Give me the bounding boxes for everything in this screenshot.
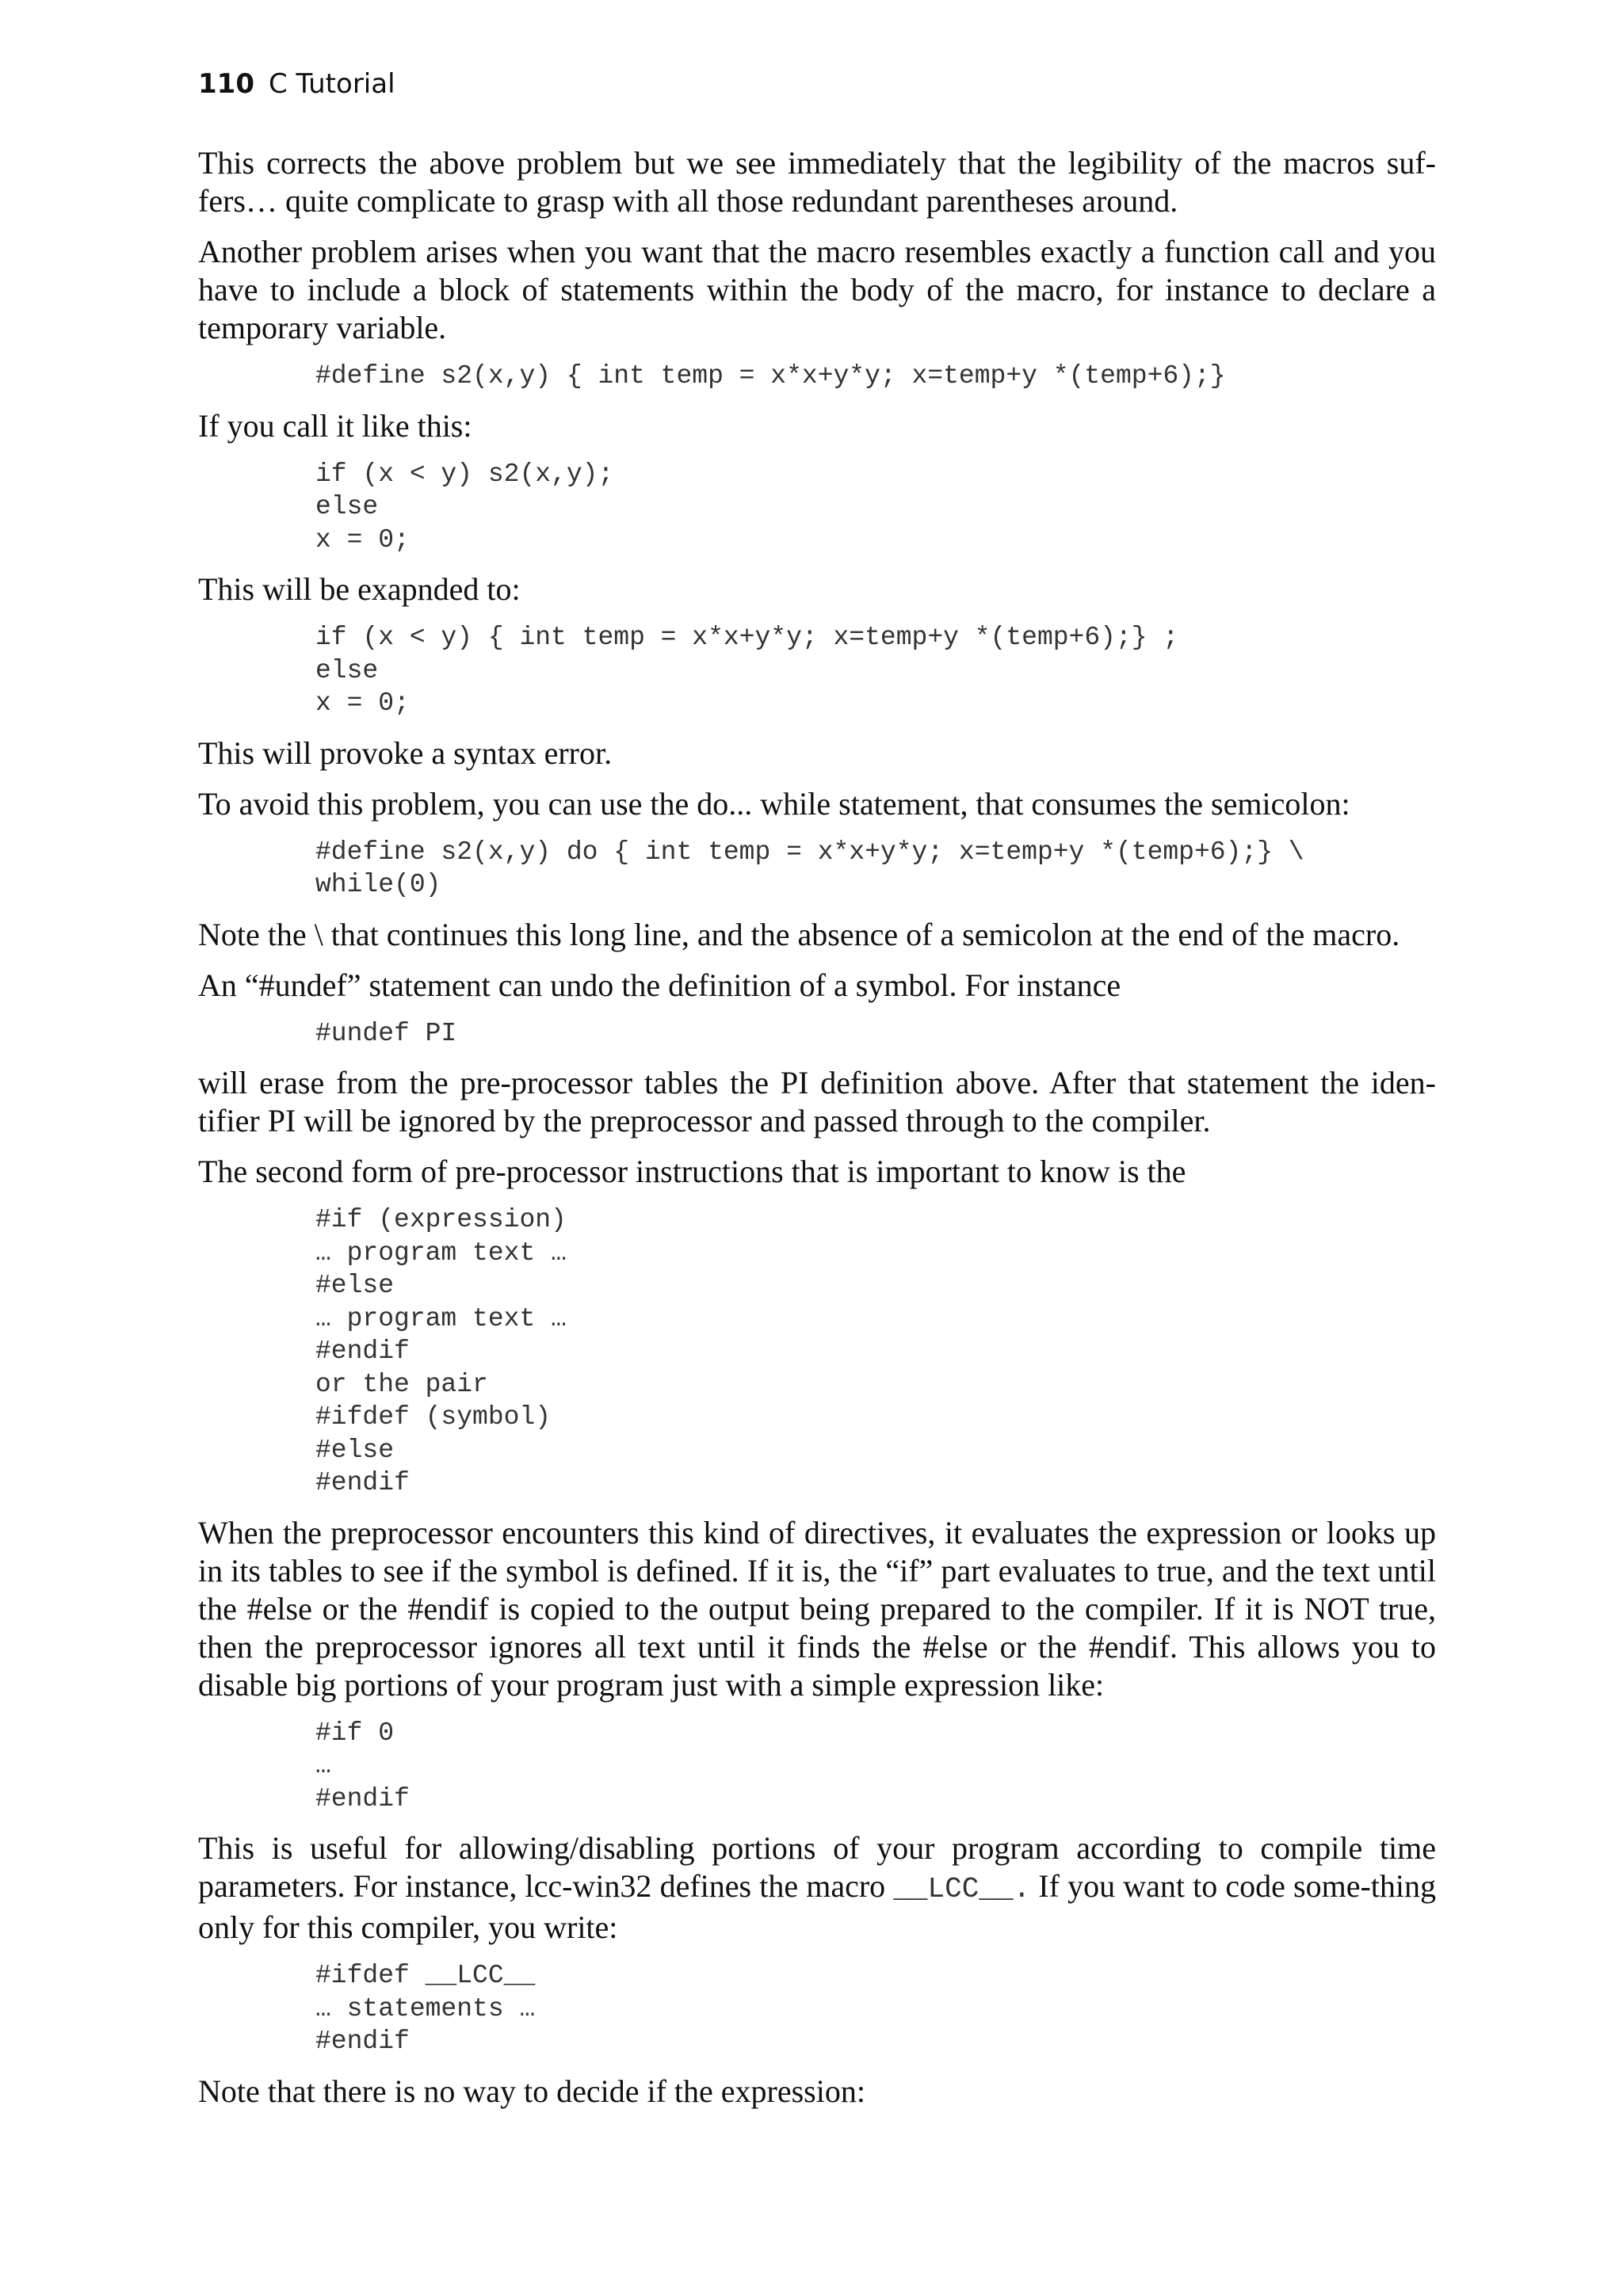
paragraph-preprocessor-directives: When the preprocessor encounters this kind of directives, it evaluates the expression or looks up in its tables to see if the symbol is defined. If it is, the “if” part evaluates to true, and the text until the #else or the #endif is copied to the output being prepared to the compiler. If it is NOT true, then the preprocessor ignores all text until it finds the #else or the #endif. This allows you to disable big portions of your program just with a simple expression like:: [198, 1514, 1436, 1703]
paragraph-undef: An “#undef” statement can undo the definition of a symbol. For instance: [198, 967, 1121, 1003]
paragraph-do-while: To avoid this problem, you can use the do... while statement, that consumes the semicolon:: [198, 785, 1350, 822]
paragraph-compile-time-start: This is useful for allowing/disabling portions of your program according to compile time parameters. For instance, lcc-win32 defines the macro: [198, 1830, 1436, 1904]
paragraph-backslash-note: Note the \ that continues this long line, and the absence of a semicolon at the end of the macro.: [198, 916, 1400, 952]
code-if-zero: #if 0 … #endif: [315, 1718, 410, 1814]
code-if-else-endif: #if (expression) … program text … #else … program text … #endif or the pair #ifdef (symbol) #else #endif: [315, 1205, 567, 1497]
paragraph-block-problem: Another problem arises when you want that the macro resembles exactly a function call and you have to include a block of statements within the body of the macro, for instance to declare a temporary variable.: [198, 234, 1436, 345]
paragraph-compile-time-end: If you want to code some-thing only for this compiler, you write:: [198, 1868, 1437, 1945]
inline-code-lcc: __LCC__.: [893, 1873, 1031, 1905]
code-if-call: if (x < y) s2(x,y); else x = 0;: [315, 459, 614, 555]
code-do-while: #define s2(x,y) do { int temp = x*x+y*y; x=temp+y *(temp+6);} \ while(0): [315, 837, 1304, 899]
paragraph-no-way-to-decide: Note that there is no way to decide if the expression:: [198, 2073, 865, 2109]
code-ifdef-lcc: #ifdef __LCC__ … statements … #endif: [315, 1961, 536, 2056]
code-define-s2: #define s2(x,y) { int temp = x*x+y*y; x=temp+y *(temp+6);}: [315, 361, 1226, 391]
page-body: [198, 144, 1436, 2123]
paragraph-erase-pi: will erase from the pre-processor tables the PI definition above. After that statement the iden-tifier PI will be ignored by the preprocessor and passed through to the compiler.: [198, 1065, 1436, 1138]
paragraph-call-like-this: If you call it like this:: [198, 407, 472, 444]
code-undef: #undef PI: [315, 1018, 457, 1048]
running-header: [198, 68, 395, 100]
page-number: 110: [198, 68, 254, 100]
paragraph-compile-time: [198, 1829, 1436, 1947]
paragraph-syntax-error: This will provoke a syntax error.: [198, 734, 613, 771]
paragraph-legibility: This corrects the above problem but we see immediately that the legibility of the macros suf-fers… quite complicate to grasp with all those redundant parentheses around.: [198, 145, 1436, 219]
paragraph-expanded-to: This will be exapnded to:: [198, 571, 521, 607]
code-expanded: if (x < y) { int temp = x*x+y*y; x=temp+y *(temp+6);} ; else x = 0;: [315, 623, 1179, 718]
paragraph-second-form: The second form of pre-processor instructions that is important to know is the: [198, 1154, 1186, 1189]
running-title: C Tutorial: [268, 68, 395, 100]
